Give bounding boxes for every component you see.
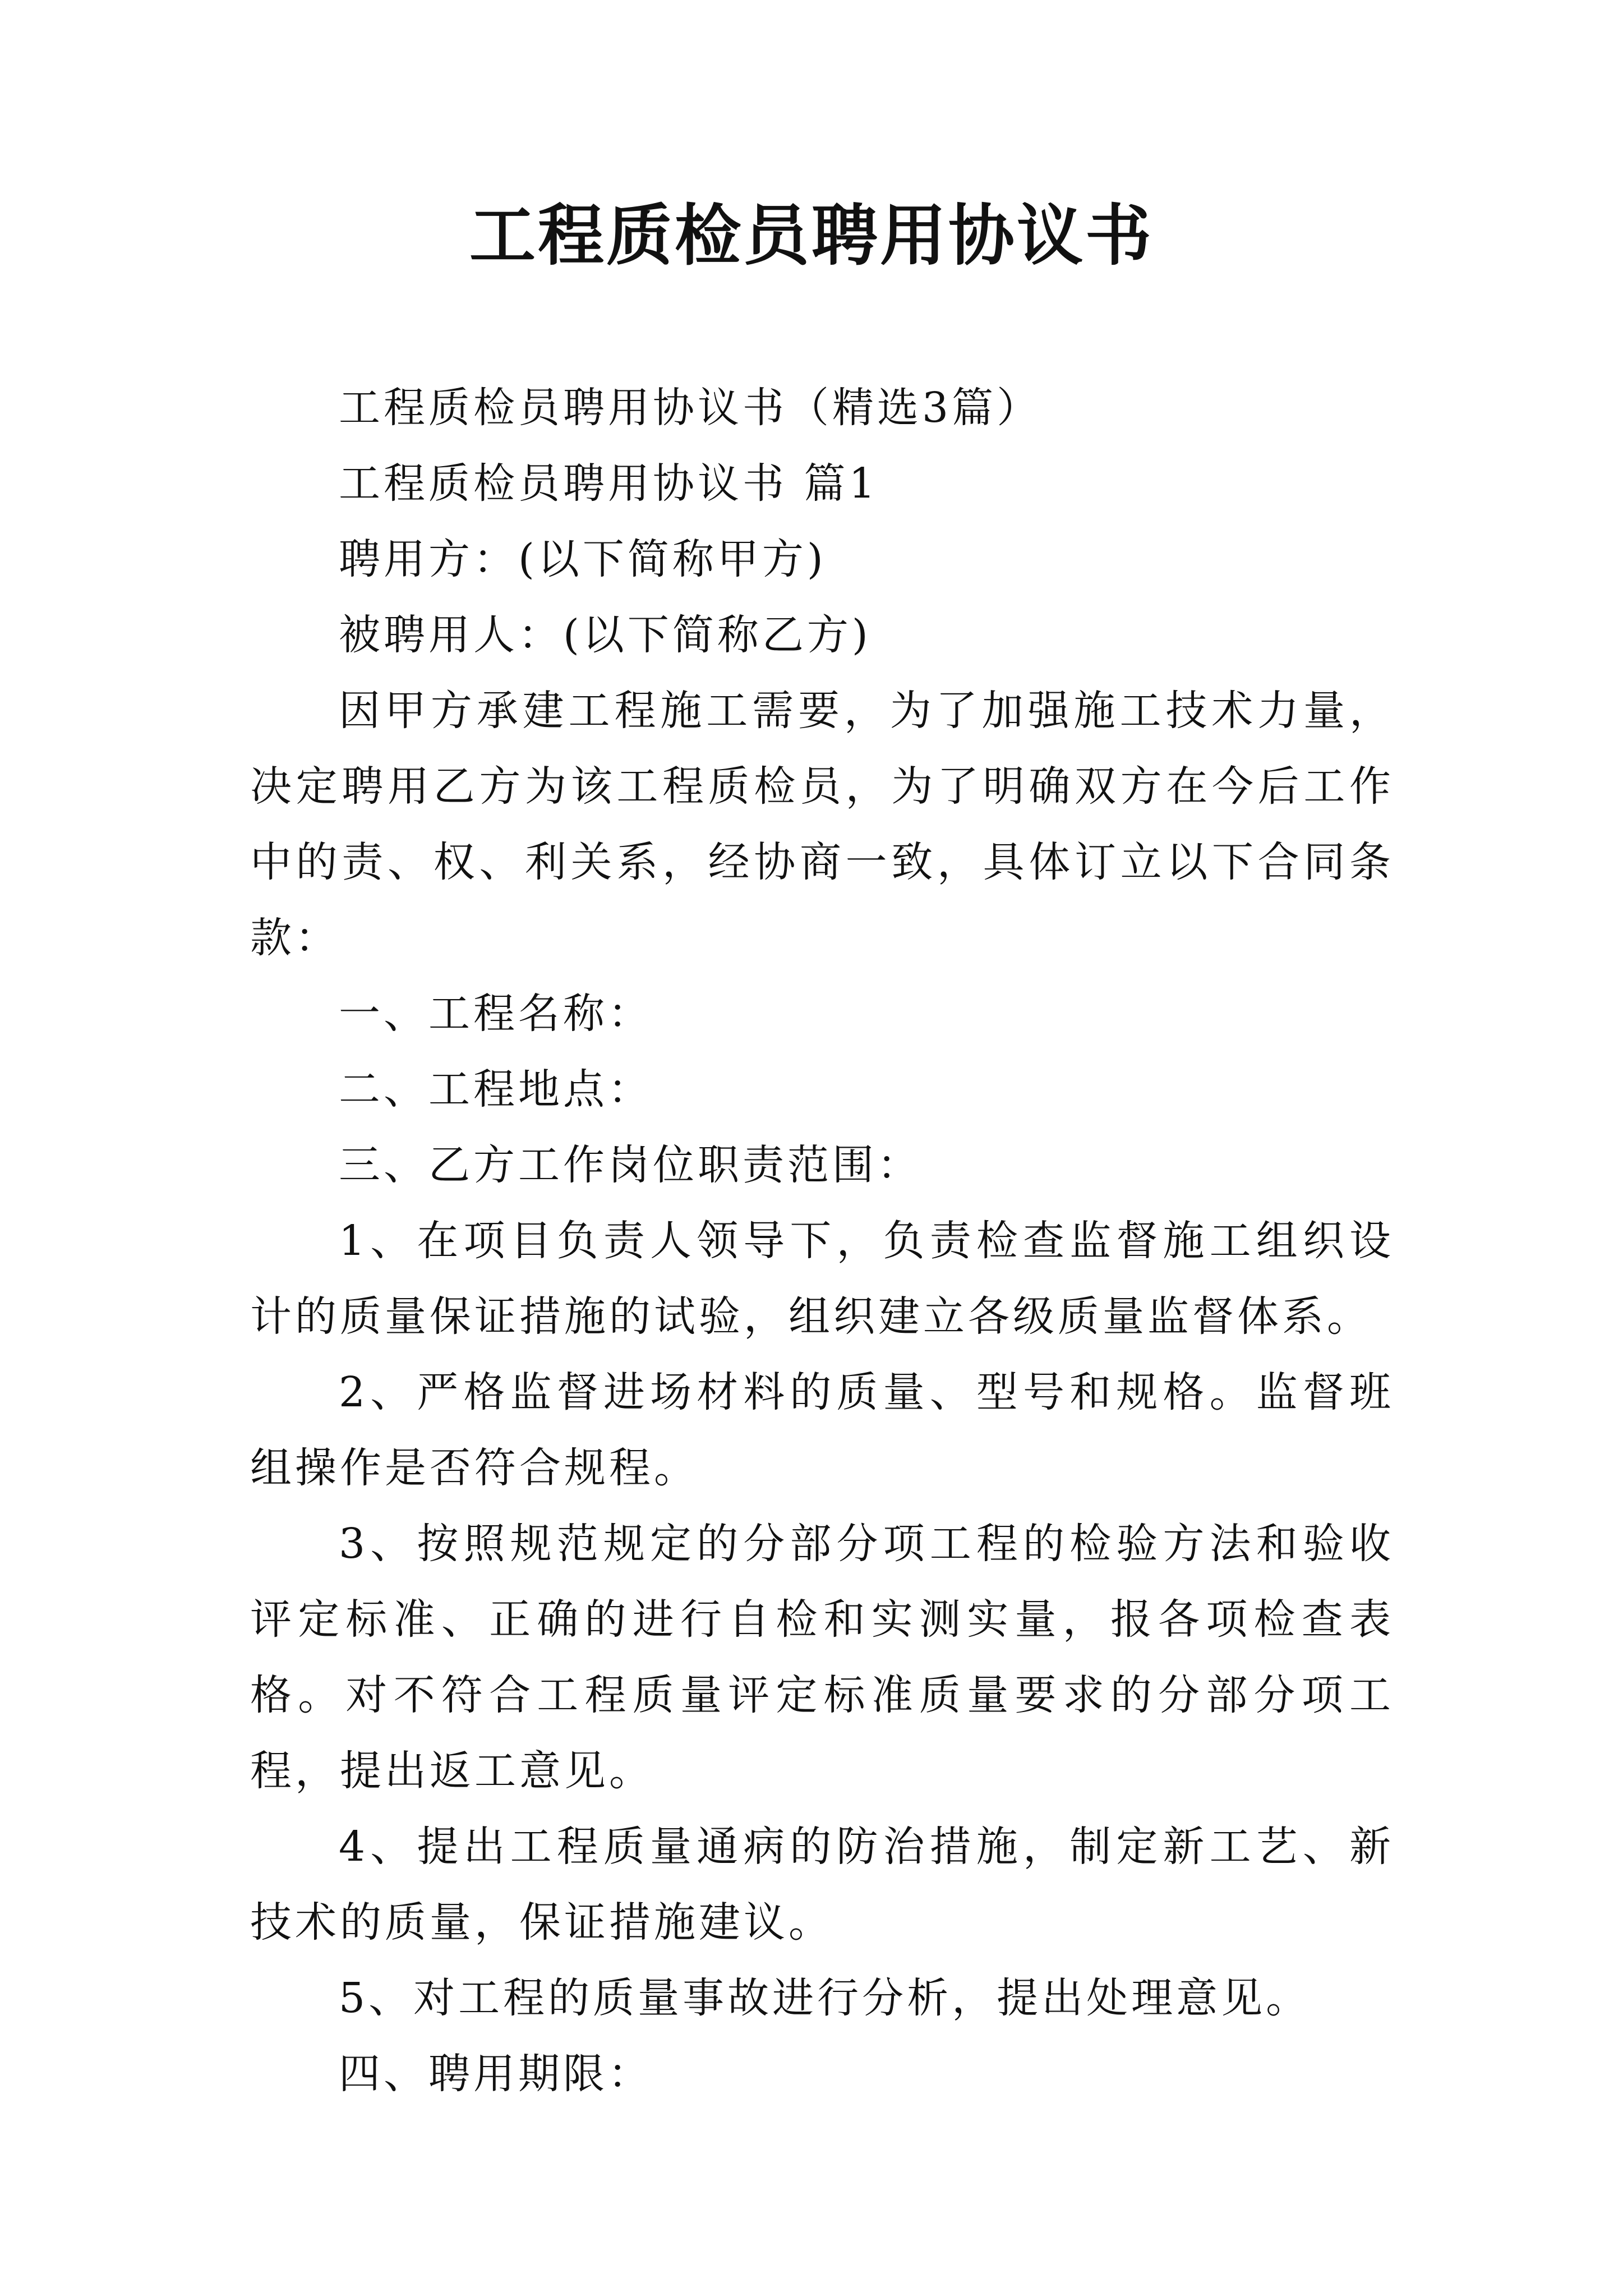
document-body bbox=[250, 370, 1394, 2112]
paragraph-duty-2: 2、严格监督进场材料的质量、型号和规格。监督班组操作是否符合规程。 bbox=[250, 1368, 1394, 1492]
document-title: 工程质检员聘用协议书 bbox=[469, 197, 1154, 274]
paragraph-duty-4: 4、提出工程质量通病的防治措施，制定新工艺、新技术的质量，保证措施建议。 bbox=[250, 1823, 1394, 1947]
paragraph-project-location: 二、工程地点： bbox=[339, 1065, 653, 1114]
paragraph-selection-heading: 工程质检员聘用协议书（精选3篇） bbox=[339, 384, 1042, 432]
paragraph-chapter-heading: 工程质检员聘用协议书 篇1 bbox=[339, 459, 879, 508]
paragraph-duty-5: 5、对工程的质量事故进行分析，提出处理意见。 bbox=[339, 1974, 1311, 2022]
paragraph-project-name: 一、工程名称： bbox=[339, 990, 653, 1038]
paragraph-employee: 被聘用人：(以下简称乙方) bbox=[339, 611, 872, 659]
paragraph-term: 四、聘用期限： bbox=[339, 2050, 653, 2098]
paragraph-duty-scope: 三、乙方工作岗位职责范围： bbox=[339, 1141, 922, 1189]
paragraph-duty-3: 3、按照规范规定的分部分项工程的检验方法和验收评定标准、正确的进行自检和实测实量，报各项检查表格。对不符合工程质量评定标准质量要求的分部分项工程，提出返工意见。 bbox=[250, 1520, 1394, 1795]
paragraph-duty-1: 1、在项目负责人领导下，负责检查监督施工组织设计的质量保证措施的试验，组织建立各级质量监督体系。 bbox=[250, 1217, 1394, 1341]
paragraph-employer: 聘用方：(以下简称甲方) bbox=[339, 535, 827, 583]
paragraph-preamble: 因甲方承建工程施工需要，为了加强施工技术力量，决定聘用乙方为该工程质检员，为了明确双方在今后工作中的责、权、利关系，经协商一致，具体订立以下合同条款： bbox=[250, 687, 1394, 962]
